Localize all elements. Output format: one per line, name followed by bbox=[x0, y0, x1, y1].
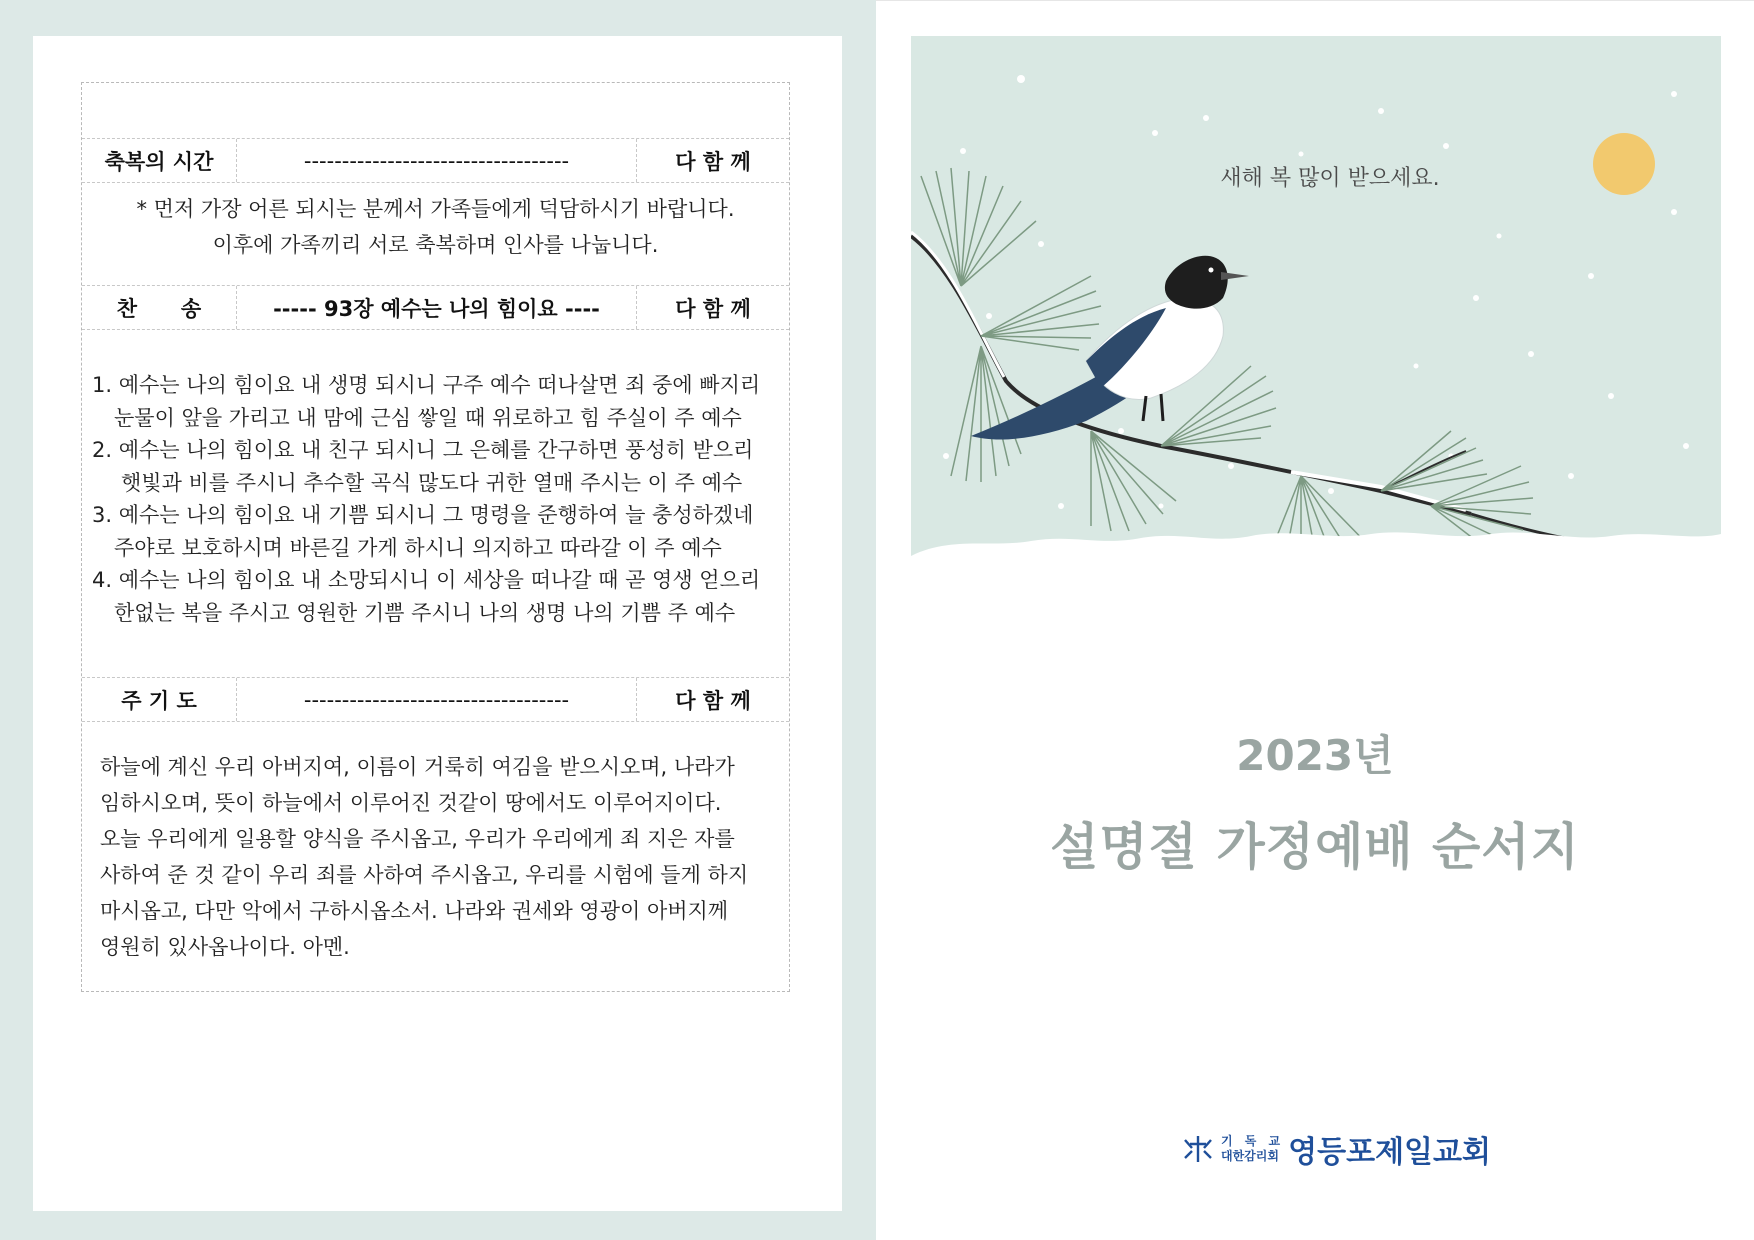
prayer-line: 하늘에 계신 우리 아버지여, 이름이 거룩히 여김을 받으시오며, 나라가 bbox=[100, 755, 735, 779]
greeting-text: 새해 복 많이 받으세요. bbox=[1220, 166, 1440, 191]
blessing-notes bbox=[82, 191, 789, 263]
prayer-line: 오늘 우리에게 일용할 양식을 주시옵고, 우리가 우리에게 죄 지은 자를 bbox=[100, 827, 735, 851]
hymn-verse-line: 2. 예수는 나의 힘이요 내 친구 되시니 그 은혜를 간구하면 풍성히 받으리 bbox=[92, 438, 754, 462]
prayer-divider: ----------------------------------- bbox=[237, 678, 637, 721]
prayer-line: 영원히 있사옵나이다. 아멘. bbox=[100, 935, 350, 959]
hymn-label: 찬 송 bbox=[82, 286, 237, 329]
hymn-verse-line: 1. 예수는 나의 힘이요 내 생명 되시니 구주 예수 떠나살면 죄 중에 빠지리 bbox=[92, 373, 761, 397]
hymn-verse-line: 3. 예수는 나의 힘이요 내 기쁨 되시니 그 명령을 준행하여 늘 충성하겠네 bbox=[92, 503, 754, 527]
blessing-note-line: * 먼저 가장 어른 되시는 분께서 가족들에게 덕담하시기 바랍니다. bbox=[136, 197, 735, 221]
hymn-lyrics bbox=[92, 369, 799, 629]
hymn-participants: 다 함 께 bbox=[675, 296, 751, 321]
hymn-verse-line: 눈물이 앞을 가리고 내 맘에 근심 쌓일 때 위로하고 힘 주실이 주 예수 bbox=[114, 405, 742, 430]
sun-icon bbox=[1593, 133, 1655, 195]
church-name: 영등포제일교회 bbox=[1288, 1135, 1492, 1170]
methodist-cross-icon bbox=[1181, 1132, 1215, 1166]
church-denomination bbox=[1221, 1134, 1284, 1164]
blessing-divider: ----------------------------------- bbox=[237, 139, 637, 182]
blessing-header-row bbox=[82, 138, 789, 183]
denomination-top: 기 독 교 bbox=[1221, 1134, 1285, 1148]
denomination-bottom: 대한감리회 bbox=[1221, 1149, 1279, 1163]
worship-order-table bbox=[81, 82, 790, 992]
blessing-label: 축복의 시간 bbox=[82, 139, 237, 182]
prayer-label: 주 기 도 bbox=[82, 678, 237, 721]
left-panel-background bbox=[0, 0, 876, 1240]
blessing-participants: 다 함 께 bbox=[675, 149, 751, 174]
hymn-verse-line: 주야로 보호하시며 바른길 가게 하시니 의지하고 따라갈 이 주 예수 bbox=[114, 535, 722, 560]
prayer-participants: 다 함 께 bbox=[675, 688, 751, 713]
cover-page bbox=[876, 0, 1754, 1240]
hymn-title: ----- 93장 예수는 나의 힘이요 ---- bbox=[237, 286, 637, 329]
blessing-note-line: 이후에 가족끼리 서로 축복하며 인사를 나눕니다. bbox=[212, 233, 659, 257]
hymn-verse-line: 한없는 복을 주시고 영원한 기쁨 주시니 나의 생명 나의 기쁨 주 예수 bbox=[114, 600, 736, 625]
church-logo bbox=[1181, 1121, 1491, 1177]
hymn-verse-line: 햇빛과 비를 주시니 추수할 곡식 많도다 귀한 열매 주시는 이 주 예수 bbox=[121, 470, 743, 495]
hymn-verse-line: 4. 예수는 나의 힘이요 내 소망되시니 이 세상을 떠나갈 때 곧 영생 얻으리 bbox=[92, 568, 761, 592]
prayer-line: 사하여 준 것 같이 우리 죄를 사하여 주시옵고, 우리를 시험에 들게 하지 bbox=[100, 863, 749, 887]
document-title: 설명절 가정예배 순서지 bbox=[1050, 818, 1580, 876]
prayer-header-row bbox=[82, 677, 789, 722]
prayer-line: 임하시오며, 뜻이 하늘에서 이루어진 것같이 땅에서도 이루어지이다. bbox=[100, 791, 722, 815]
year-heading: 2023년 bbox=[1236, 731, 1394, 780]
worship-order-page bbox=[33, 36, 842, 1211]
prayer-line: 마시옵고, 다만 악에서 구하시옵소서. 나라와 권세와 영광이 아버지께 bbox=[100, 899, 729, 923]
hymn-header-row bbox=[82, 285, 789, 330]
lords-prayer-text bbox=[82, 749, 789, 965]
magpie-pine-illustration bbox=[911, 36, 1721, 626]
